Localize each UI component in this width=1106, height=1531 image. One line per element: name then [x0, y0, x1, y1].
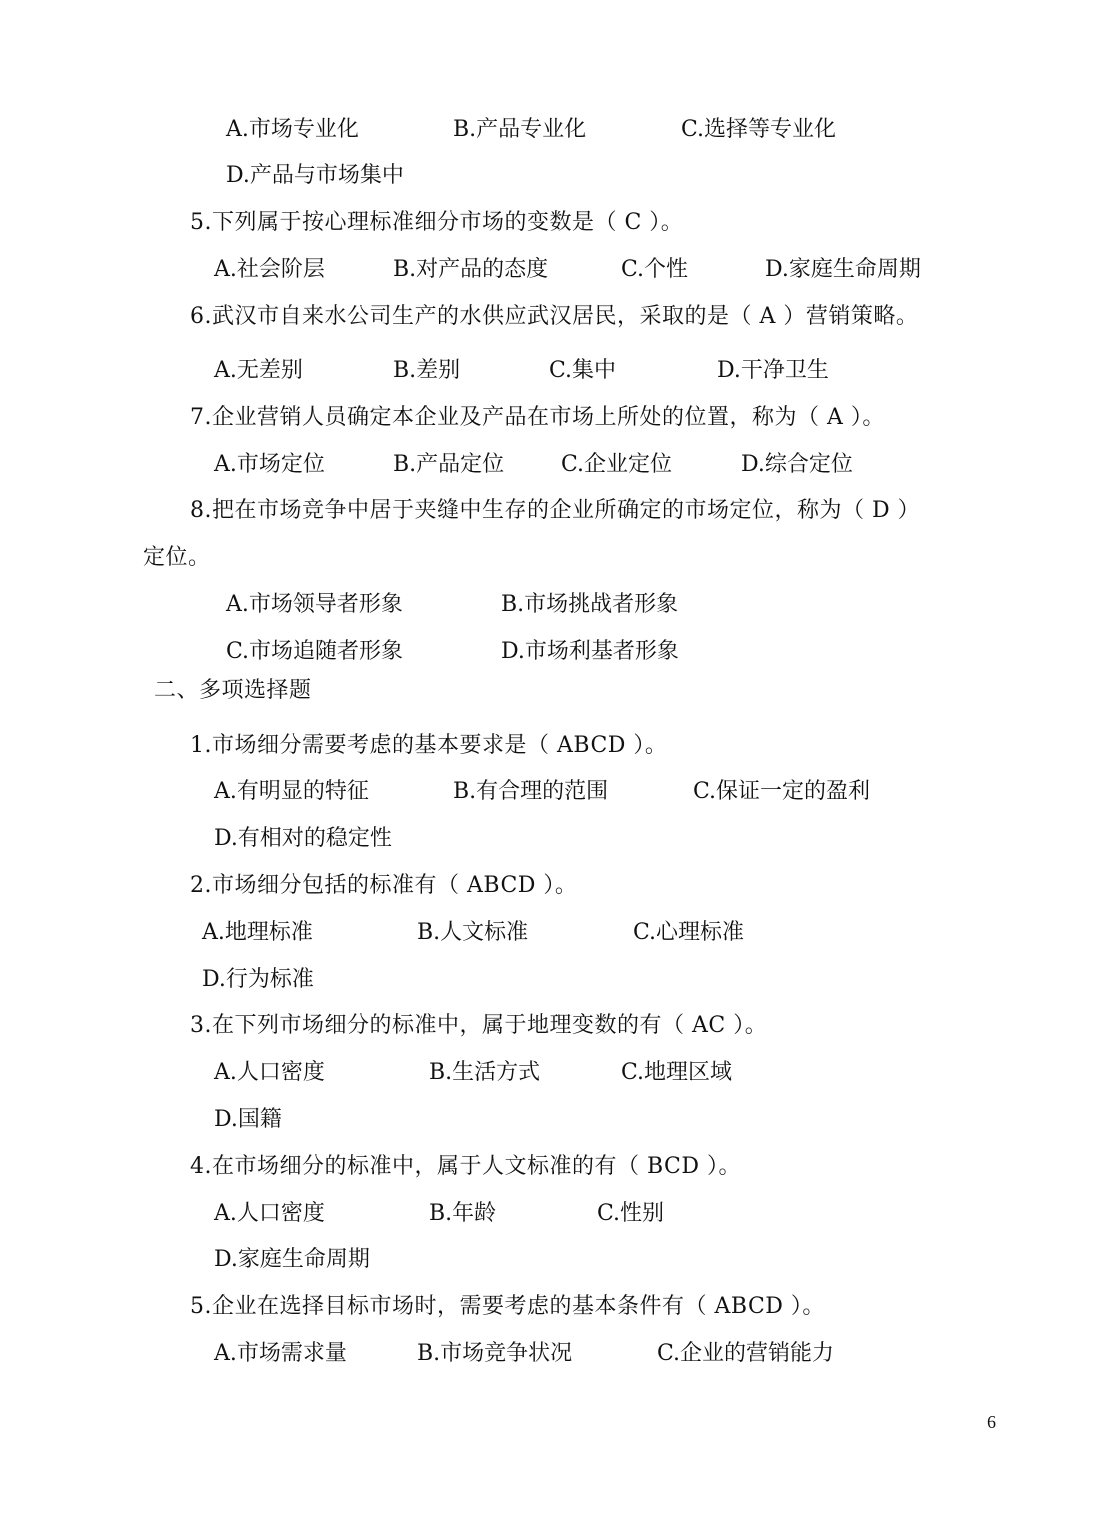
q8-option-b: B.市场挑战者形象 — [501, 592, 679, 617]
section-2-title: 二、多项选择题 — [154, 678, 312, 703]
question-7: 7.企业营销人员确定本企业及产品在市场上所处的位置，称为（ A ）。 — [190, 405, 885, 430]
m1-option-c: C.保证一定的盈利 — [693, 779, 871, 804]
question-8-line-1: 8.把在市场竞争中居于夹缝中生存的企业所确定的市场定位，称为（ D ） — [190, 498, 921, 523]
q4-option-b: B.产品专业化 — [453, 117, 587, 142]
m1-option-b: B.有合理的范围 — [453, 779, 609, 804]
q4-option-d: D.产品与市场集中 — [226, 163, 404, 188]
m2-option-b: B.人文标准 — [417, 920, 529, 945]
m1-option-a: A.有明显的特征 — [214, 779, 369, 804]
q7-option-d: D.综合定位 — [741, 452, 853, 477]
q8-option-a: A.市场领导者形象 — [226, 592, 403, 617]
q4-option-a: A.市场专业化 — [226, 117, 359, 142]
multi-question-2: 2.市场细分包括的标准有（ ABCD ）。 — [190, 873, 578, 898]
q8-option-c: C.市场追随者形象 — [226, 639, 404, 664]
m5-option-a: A.市场需求量 — [214, 1341, 347, 1366]
q5-option-b: B.对产品的态度 — [393, 257, 549, 282]
m1-option-d: D.有相对的稳定性 — [214, 826, 392, 851]
q4-option-c: C.选择等专业化 — [681, 117, 837, 142]
m4-option-d: D.家庭生命周期 — [214, 1247, 370, 1272]
m5-option-b: B.市场竞争状况 — [417, 1341, 573, 1366]
m3-option-a: A.人口密度 — [214, 1060, 325, 1085]
q7-option-a: A.市场定位 — [214, 452, 325, 477]
m4-option-c: C.性别 — [597, 1201, 665, 1226]
m2-option-c: C.心理标准 — [633, 920, 745, 945]
question-5: 5.下列属于按心理标准细分市场的变数是（ C ）。 — [190, 210, 684, 235]
m3-option-b: B.生活方式 — [429, 1060, 541, 1085]
q6-option-c: C.集中 — [549, 358, 617, 383]
multi-question-4: 4.在市场细分的标准中，属于人文标准的有（ BCD ）。 — [190, 1154, 742, 1179]
m3-option-c: C.地理区域 — [621, 1060, 733, 1085]
multi-question-1: 1.市场细分需要考虑的基本要求是（ ABCD ）。 — [190, 733, 668, 758]
q6-option-d: D.干净卫生 — [717, 358, 829, 383]
q5-option-a: A.社会阶层 — [214, 257, 325, 282]
m4-option-a: A.人口密度 — [214, 1201, 325, 1226]
m4-option-b: B.年龄 — [429, 1201, 497, 1226]
page-number: 6 — [987, 1412, 996, 1432]
q7-option-c: C.企业定位 — [561, 452, 673, 477]
question-8-line-2: 定位。 — [143, 545, 211, 570]
multi-question-5: 5.企业在选择目标市场时，需要考虑的基本条件有（ ABCD ）。 — [190, 1294, 825, 1319]
q6-option-b: B.差别 — [393, 358, 461, 383]
q8-option-d: D.市场利基者形象 — [501, 639, 679, 664]
q7-option-b: B.产品定位 — [393, 452, 505, 477]
q5-option-c: C.个性 — [621, 257, 689, 282]
q5-option-d: D.家庭生命周期 — [765, 257, 921, 282]
multi-question-3: 3.在下列市场细分的标准中，属于地理变数的有（ AC ）。 — [190, 1013, 768, 1038]
m2-option-a: A.地理标准 — [202, 920, 313, 945]
m3-option-d: D.国籍 — [214, 1107, 282, 1132]
m5-option-c: C.企业的营销能力 — [657, 1341, 835, 1366]
q6-option-a: A.无差别 — [214, 358, 303, 383]
question-6: 6.武汉市自来水公司生产的水供应武汉居民，采取的是（ A ）营销策略。 — [190, 304, 919, 329]
m2-option-d: D.行为标准 — [202, 967, 314, 992]
